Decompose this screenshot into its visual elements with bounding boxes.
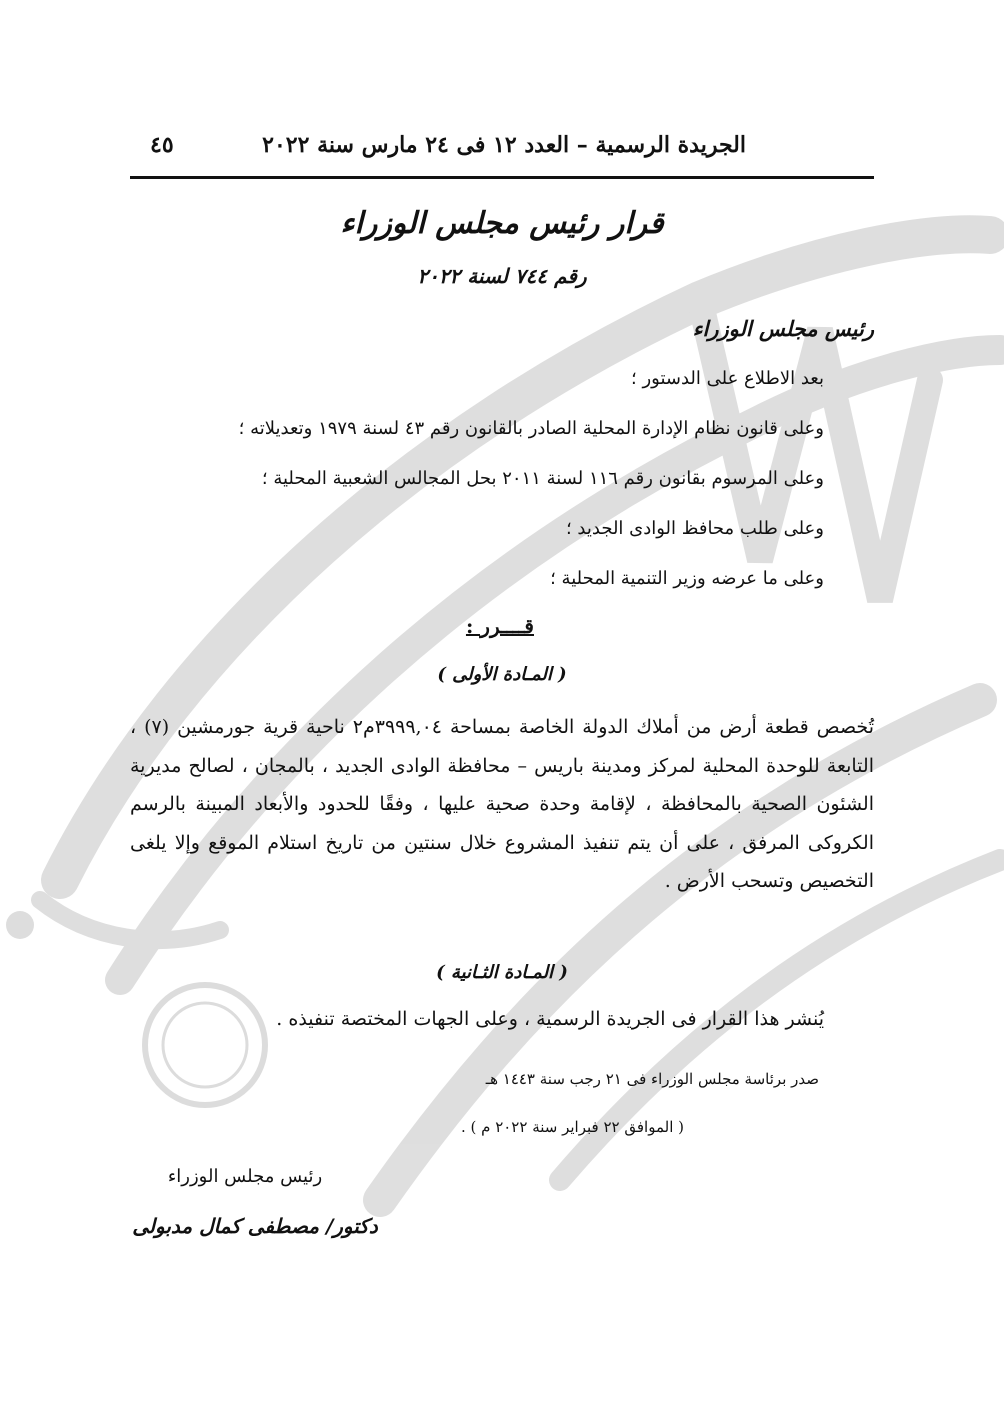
- decided-label: قــــرر :: [465, 614, 534, 638]
- issued-hijri-date: صدر برئاسة مجلس الوزراء فى ٢١ رجب سنة ١٤٤٣ هـ: [485, 1070, 819, 1088]
- gazette-header-title: الجريدة الرسمية – العدد ١٢ فى ٢٤ مارس سنة ٢٠٢٢: [262, 132, 746, 158]
- preamble-line: وعلى ما عرضه وزير التنمية المحلية ؛: [550, 568, 824, 589]
- article-2-text: يُنشر هذا القرار فى الجريدة الرسمية ، وعلى الجهات المختصة تنفيذه .: [276, 1008, 824, 1030]
- document-page: [130, 0, 874, 1417]
- article-2-heading: ( المـادة الثـانية ): [436, 962, 568, 983]
- article-1-heading: ( المـادة الأولى ): [437, 664, 567, 685]
- signature-name: دكتور/ مصطفى كمال مدبولى: [132, 1214, 378, 1238]
- preamble-line: وعلى المرسوم بقانون رقم ١١٦ لسنة ٢٠١١ بحل المجالس الشعبية المحلية ؛: [261, 468, 824, 489]
- preamble-line: وعلى طلب محافظ الوادى الجديد ؛: [565, 518, 824, 539]
- preamble-line: بعد الاطلاع على الدستور ؛: [631, 368, 824, 389]
- preamble-line: وعلى قانون نظام الإدارة المحلية الصادر بالقانون رقم ٤٣ لسنة ١٩٧٩ وتعديلاته ؛: [238, 418, 824, 439]
- page-number: ٤٥: [150, 132, 174, 158]
- article-1-text: تُخصص قطعة أرض من أملاك الدولة الخاصة بمساحة ٣٩٩٩,٠٤م٢ ناحية قرية جورمشين (٧) ، التابعة للوحدة المحلية لمركز ومدينة باريس – محافظة الوادى الجديد ، بالمجان ، لصالح مديرية الشئون الصحية بالمحافظة ، لإقامة وحدة صحية عليها ، وفقًا للحدود والأبعاد المبينة بالرسم الكروكى المرفق ، على أن يتم تنفيذ المشروع خلال سنتين من تاريخ استلام الموقع وإلا يلغى التخصيص وتسحب الأرض .: [130, 716, 874, 892]
- page-header: [130, 128, 874, 168]
- issued-gregorian-date: ( الموافق ٢٢ فبراير سنة ٢٠٢٢ م ) .: [460, 1118, 684, 1136]
- header-divider: [130, 176, 874, 179]
- signature-title: رئيس مجلس الوزراء: [167, 1166, 323, 1187]
- issuer-heading: رئيس مجلس الوزراء: [692, 316, 874, 341]
- decree-number: رقم ٧٤٤ لسنة ٢٠٢٢: [417, 264, 587, 288]
- decree-title: قرار رئيس مجلس الوزراء: [340, 206, 664, 241]
